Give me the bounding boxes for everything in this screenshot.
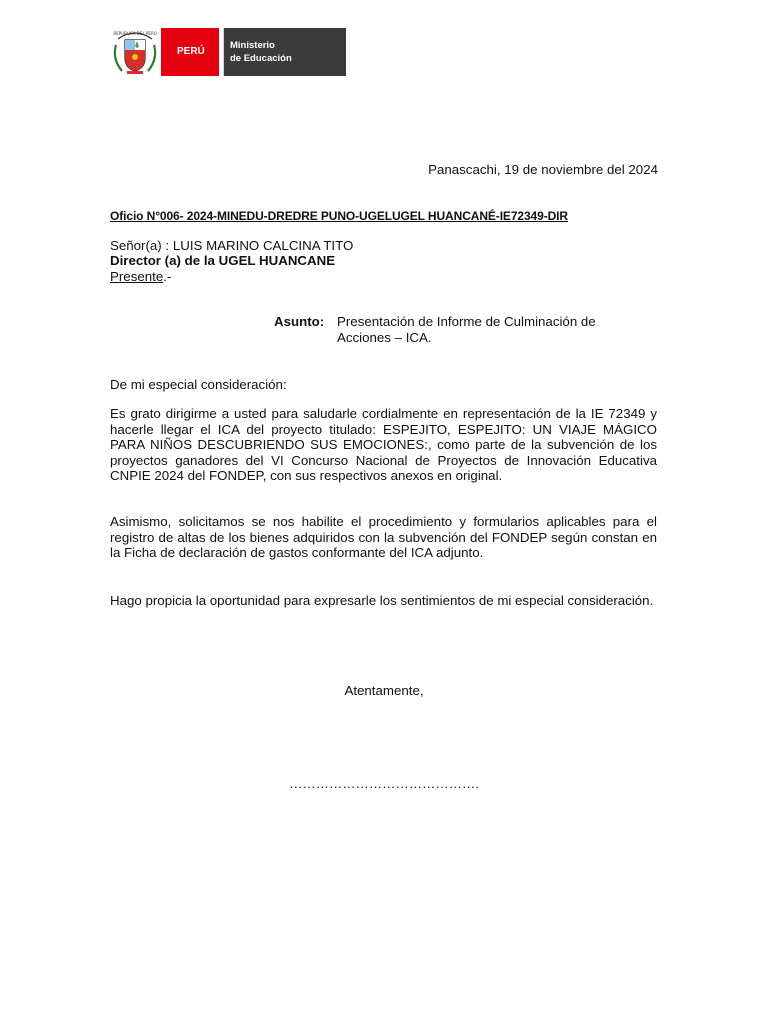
asunto-text bbox=[337, 314, 637, 346]
paragraph-2: Asimismo, solicitamos se nos habilite el procedimiento y formularios aplicables para el registro de altas de los bienes adquiridos con la subvención del FONDEP según constan en la Ficha de declaración de gastos conformante del ICA adjunto. bbox=[110, 514, 657, 560]
ministerio-line2: de Educación bbox=[230, 52, 292, 64]
ministerio-line1: Ministerio bbox=[230, 40, 275, 51]
date-line: Panascachi, 19 de noviembre del 2024 bbox=[428, 162, 658, 177]
asunto-line2: Acciones – ICA. bbox=[337, 330, 432, 345]
greeting: De mi especial consideración: bbox=[110, 377, 287, 392]
recipient-name: Señor(a) : LUIS MARINO CALCINA TITO bbox=[110, 238, 354, 253]
peru-label: PERÚ bbox=[161, 28, 219, 76]
peru-coat-of-arms-icon bbox=[110, 27, 160, 77]
presente-suffix: .- bbox=[163, 269, 172, 284]
paragraph-3: Hago propicia la oportunidad para expresarle los sentimientos de mi especial consideración. bbox=[110, 593, 654, 608]
recipient-role: Director (a) de la UGEL HUANCANE bbox=[110, 253, 336, 268]
oficio-reference: Oficio N°006- 2024-MINEDU-DREDRE PUNO-UGELUGEL HUANCANÉ-IE72349-DIR bbox=[110, 209, 568, 223]
paragraph-1: Es grato dirigirme a usted para saludarle cordialmente en representación de la IE 72349 y hacerle llegar el ICA del proyecto titulado: ESPEJITO, ESPEJITO: UN VIAJE MÁGICO PARA NIÑOS DESCUBRIENDO SUS EMOCIONES:, como parte de la subvención de los proyectos ganadores del VI Concurso Nacional de Proyectos de Innovación Educativa CNPIE 2024 del FONDEP, con sus respectivos anexos en original. bbox=[110, 406, 657, 483]
letterhead bbox=[110, 27, 346, 77]
signature-line: ……………………………………. bbox=[289, 776, 479, 791]
presente-line bbox=[110, 269, 171, 285]
asunto-line1: Presentación de Informe de Culminación de bbox=[337, 314, 596, 329]
asunto-label: Asunto: bbox=[274, 314, 325, 329]
presente-word: Presente bbox=[110, 269, 164, 284]
ministerio-label bbox=[223, 28, 346, 76]
closing-salutation: Atentamente, bbox=[344, 683, 424, 698]
svg-text:REPÚBLICA DEL PERÚ: REPÚBLICA DEL PERÚ bbox=[113, 31, 157, 36]
